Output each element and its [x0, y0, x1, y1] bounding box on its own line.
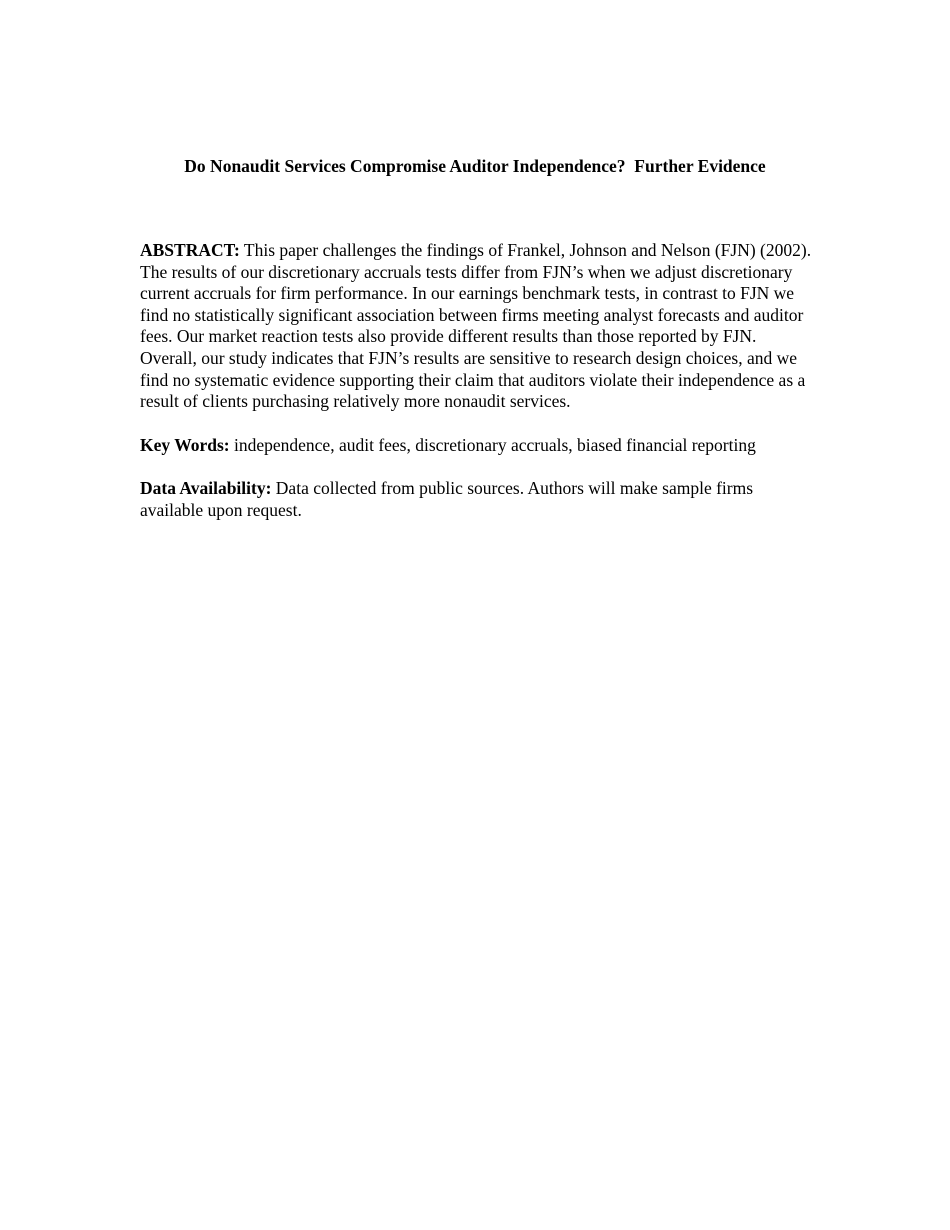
keywords-text: independence, audit fees, discretionary accruals, biased financial reporting	[234, 434, 756, 455]
data-availability-label: Data Availability:	[140, 478, 272, 499]
abstract-label: ABSTRACT:	[140, 240, 240, 260]
abstract-paragraph	[140, 240, 815, 413]
front-matter	[140, 240, 815, 544]
keywords-paragraph	[140, 435, 815, 457]
paper-title: Do Nonaudit Services Compromise Auditor Independence? Further Evidence	[184, 156, 766, 176]
data-availability-text: Data collected from public sources. Authors will make sample firms available upon request.	[140, 478, 754, 520]
abstract-text: This paper challenges the findings of Frankel, Johnson and Nelson (FJN) (2002). The results of our discretionary accruals tests differ from FJN’s when we adjust discretionary current accruals for firm performance. In our earnings benchmark tests, in contrast to FJN we find no statistically significant association between firms meeting analyst forecasts and auditor fees. Our market reaction tests also provide different results than those reported by FJN. Overall, our study indicates that FJN’s results are sensitive to research design choices, and we find no systematic evidence supporting their claim that auditors violate their independence as a result of clients purchasing relatively more nonaudit services.	[140, 240, 812, 412]
keywords-label: Key Words:	[140, 434, 230, 455]
data-availability-paragraph	[140, 478, 815, 521]
